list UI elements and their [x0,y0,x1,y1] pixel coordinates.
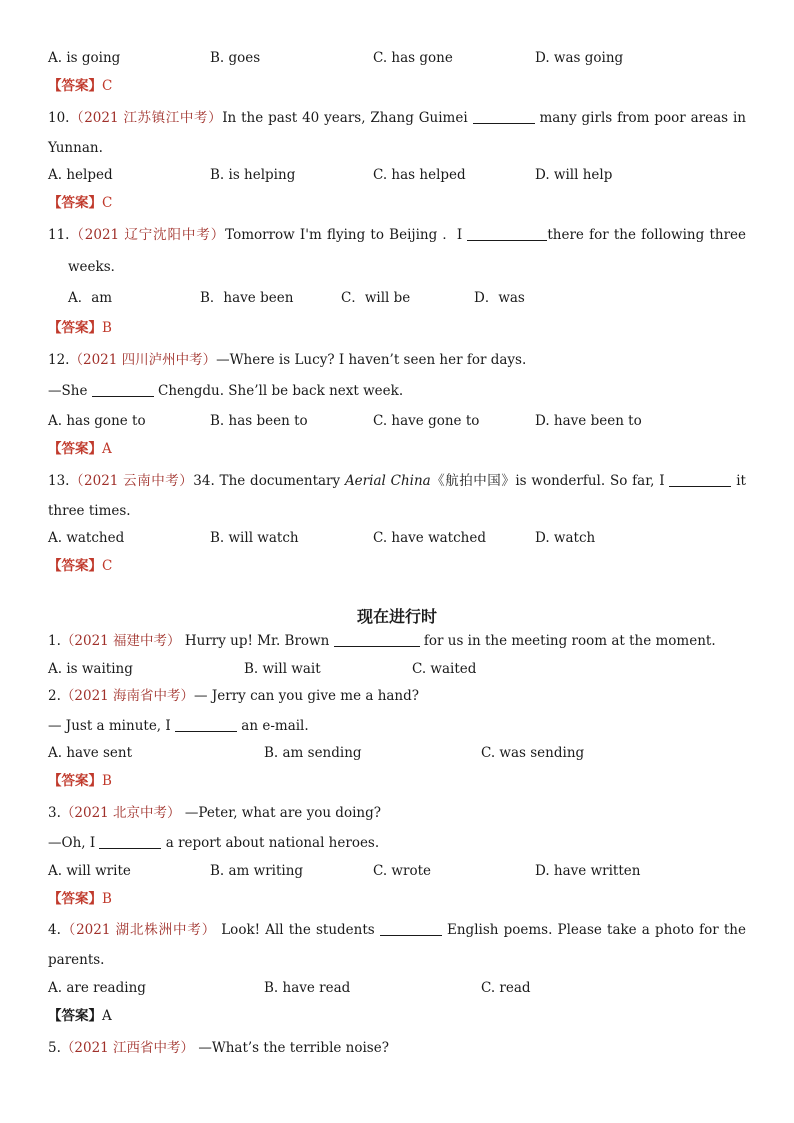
answer-blank[interactable] [467,226,547,241]
question-text: — Jerry can you give me a hand? [194,688,420,704]
question-number: 11. [48,227,70,243]
question-text: —What’s the terrible noise? [194,1040,389,1056]
question-number: 3. [48,805,61,821]
question-text-cont: English poems. Please take a photo for the [441,922,746,938]
question-text-cont: Chengdu. She’ll be back next week. [153,383,404,399]
answer-line [48,75,112,97]
question-10-line2: Yunnan. [48,140,103,156]
answer-line [48,1005,112,1027]
option-c: C. wrote [373,863,431,879]
option-c: C. have gone to [373,413,480,429]
question-s2 [48,685,746,707]
option-c: C. read [481,980,531,996]
answer-label: 【答案】 [48,773,102,789]
answer-label: 【答案】 [48,1008,102,1024]
question-number: 2. [48,688,61,704]
option-c: C. waited [412,661,477,677]
option-b: B．have been [200,290,294,306]
answer-value: C [102,195,113,211]
answer-value: A [102,441,112,457]
answer-blank[interactable] [334,632,420,647]
answer-line [48,555,112,577]
question-text-cont: for us in the meeting room at the moment. [419,633,716,649]
answer-blank[interactable] [473,109,535,124]
answer-blank[interactable] [380,921,442,936]
question-text: Tomorrow I'm flying to Beijing ．I [225,227,468,243]
option-a: A. helped [48,167,113,183]
answer-line [48,192,112,214]
question-12-line2 [48,380,746,402]
answer-value: A [102,1008,112,1024]
answer-line [48,317,112,339]
question-source: （2021 江苏镇江中考） [69,110,223,126]
question-text-cont: there for the following three [547,227,747,243]
question-number: 10. [48,110,70,126]
question-s4-line2: parents. [48,952,105,968]
option-b: B. will wait [244,661,321,677]
option-b: B. am sending [264,745,362,761]
answer-line [48,438,112,460]
question-source: （2021 四川泸州中考） [69,352,217,368]
question-number: 5. [48,1040,61,1056]
question-s3 [48,802,746,824]
answer-blank[interactable] [175,717,237,732]
option-d: D. will help [535,167,613,183]
question-text: —Oh, I [48,835,100,851]
question-text-mid: 《航拍中国》is wonderful. So far, I [430,473,670,489]
option-a: A. is waiting [48,661,133,677]
question-s4 [48,919,746,941]
question-text: In the past 40 years, Zhang Guimei [222,110,473,126]
option-a: A．am [68,290,113,306]
answer-value: B [102,320,112,336]
question-13 [48,470,746,492]
answer-blank[interactable] [92,382,154,397]
question-text-cont: it [731,473,746,489]
answer-label: 【答案】 [48,891,102,907]
option-a: A. have sent [48,745,133,761]
option-b: B. goes [210,50,261,66]
question-source: （2021 江西省中考） [60,1040,195,1056]
option-b: B. have read [264,980,351,996]
question-source: （2021 云南中考） [69,473,194,489]
answer-label: 【答案】 [48,78,102,94]
question-text-cont: many girls from poor areas in [534,110,746,126]
option-c: C. have watched [373,530,486,546]
option-c: C. was sending [481,745,585,761]
question-12 [48,349,746,371]
question-source: （2021 福建中考） [60,633,181,649]
option-c: C. has gone [373,50,453,66]
question-number: 1. [48,633,61,649]
option-d: D. have written [535,863,641,879]
question-text: —She [48,383,92,399]
question-source: （2021 海南省中考） [60,688,195,704]
answer-label: 【答案】 [48,441,102,457]
question-source: （2021 北京中考） [60,805,181,821]
question-text: — Just a minute, I [48,718,176,734]
option-a: A. watched [48,530,125,546]
question-source: （2021 湖北株洲中考） [60,922,217,938]
option-d: D. have been to [535,413,642,429]
question-11 [48,224,746,246]
answer-label: 【答案】 [48,558,102,574]
question-s2-line2 [48,715,746,737]
question-text: —Where is Lucy? I haven’t seen her for days. [216,352,527,368]
question-text: 34. The documentary [193,473,345,489]
option-c: C．will be [341,290,411,306]
answer-label: 【答案】 [48,320,102,336]
question-13-line2: three times. [48,503,131,519]
question-number: 13. [48,473,70,489]
answer-value: B [102,773,112,789]
section-title: 现在进行时 [356,607,437,626]
option-a: A. is going [48,50,121,66]
question-number: 4. [48,922,61,938]
question-text: Hurry up! Mr. Brown [180,633,334,649]
title-italic: Aerial China [344,473,431,489]
option-b: B. has been to [210,413,308,429]
answer-blank[interactable] [99,834,161,849]
option-c: C. has helped [373,167,466,183]
question-10 [48,107,746,129]
answer-line [48,888,112,910]
question-source: （2021 辽宁沈阳中考） [69,227,226,243]
question-11-line2: weeks． [68,259,125,275]
answer-value: C [102,558,113,574]
question-s5 [48,1037,746,1059]
question-number: 12. [48,352,70,368]
option-a: A. will write [48,863,131,879]
option-d: D．was [474,290,525,306]
answer-line [48,770,112,792]
question-text-cont: a report about national heroes. [161,835,380,851]
question-text: Look! All the students [216,922,380,938]
question-text-cont: an e-mail. [237,718,309,734]
option-b: B. am writing [210,863,304,879]
option-d: D. watch [535,530,596,546]
answer-value: B [102,891,112,907]
question-s3-line2 [48,832,746,854]
question-s1 [48,630,746,652]
answer-blank[interactable] [669,472,731,487]
answer-value: C [102,78,113,94]
option-d: D. was going [535,50,624,66]
option-b: B. is helping [210,167,296,183]
option-b: B. will watch [210,530,299,546]
question-text: —Peter, what are you doing? [180,805,381,821]
option-a: A. has gone to [48,413,146,429]
answer-label: 【答案】 [48,195,102,211]
option-a: A. are reading [48,980,146,996]
